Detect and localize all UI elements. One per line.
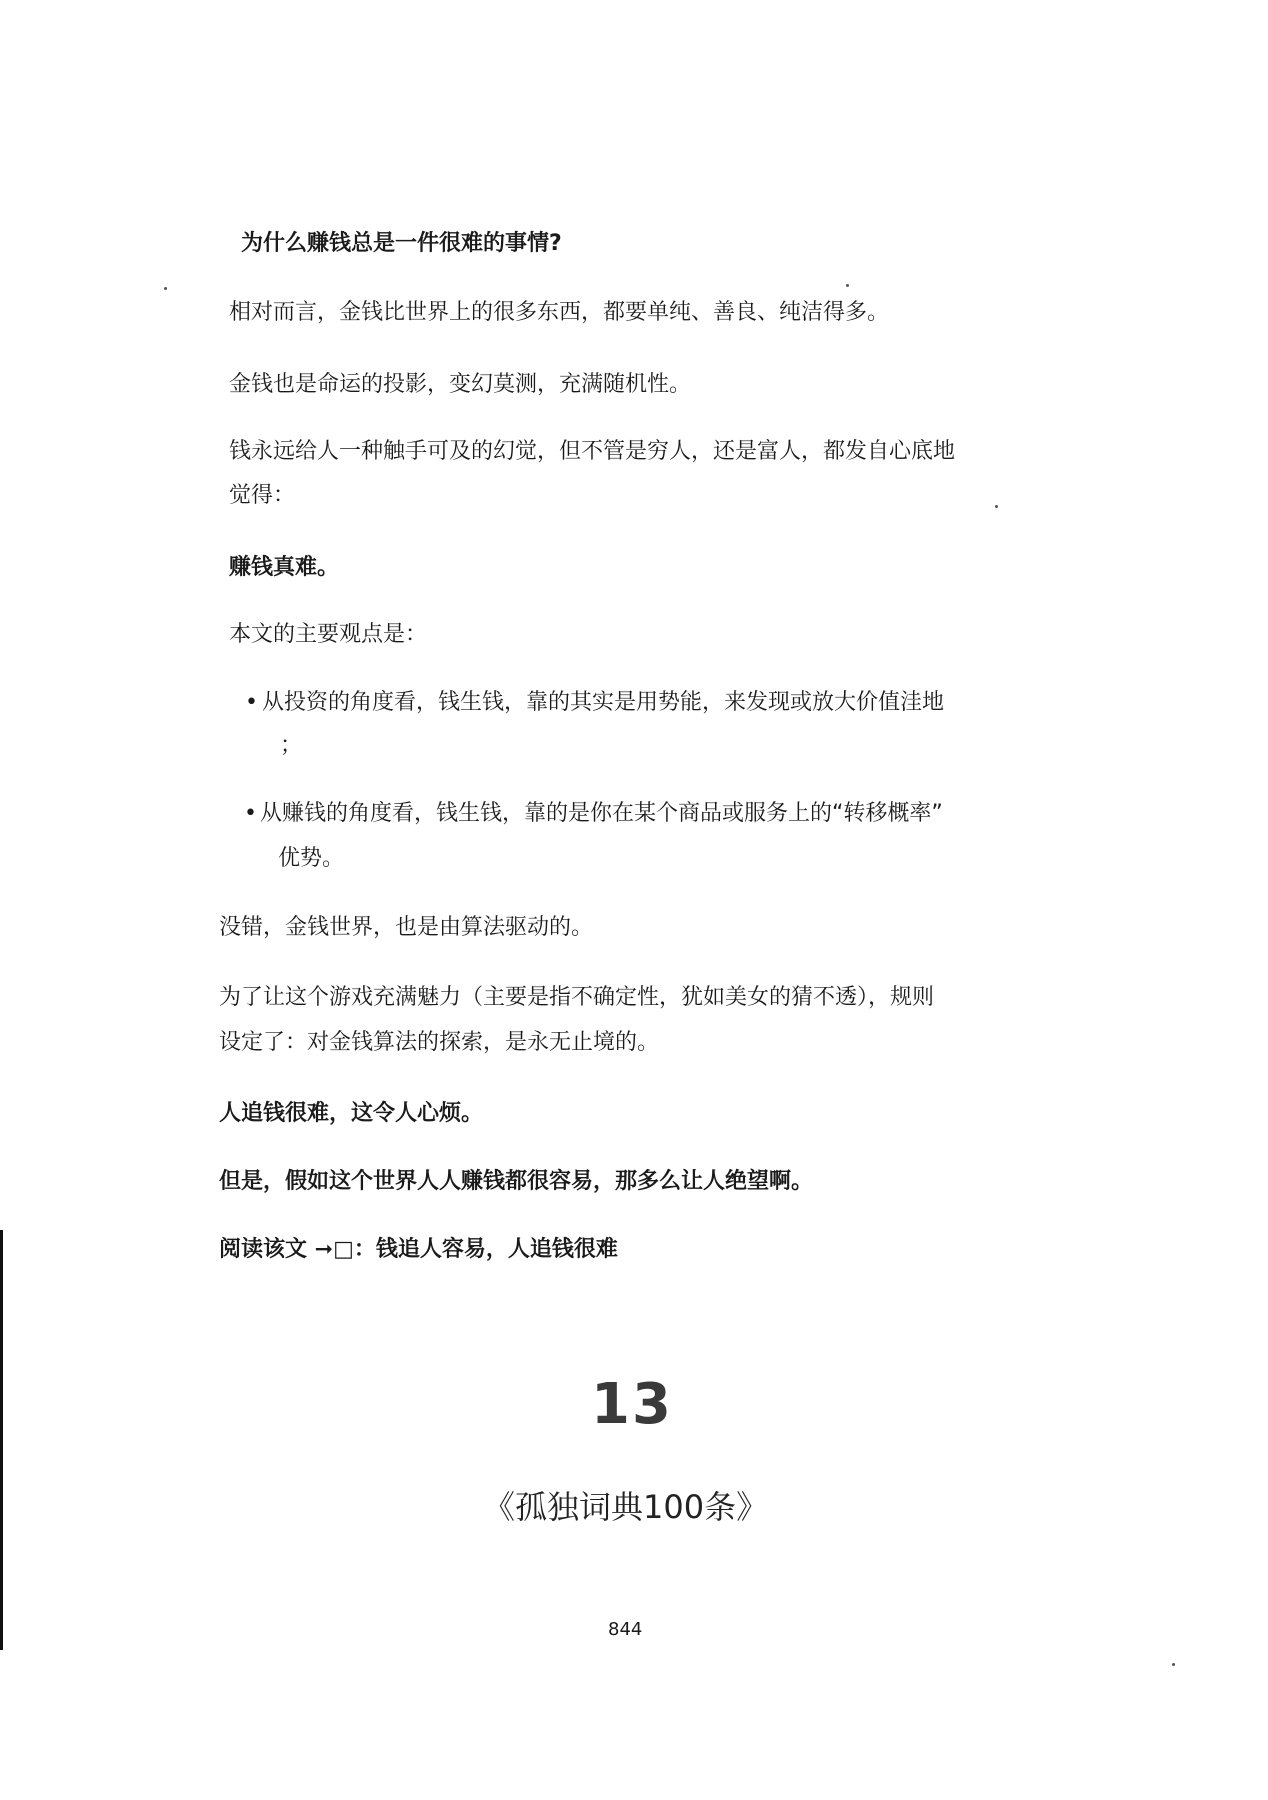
bullet-marker: • [245, 690, 258, 715]
paragraph-7-line-2: 设定了：对金钱算法的探索，是永无止境的。 [219, 1030, 660, 1055]
book-title: 《孤独词典100条》 [483, 1488, 769, 1526]
paragraph-4-emphasis: 赚钱真难。 [229, 554, 340, 580]
page-number: 844 [608, 1619, 643, 1640]
bullet-text-line-2: 优势。 [278, 846, 345, 871]
paragraph-3-line-2: 觉得： [229, 483, 296, 508]
bullet-marker: • [244, 801, 257, 826]
paragraph-8-emphasis: 人追钱很难，这令人心烦。 [219, 1101, 484, 1126]
scan-speck [1172, 1663, 1175, 1666]
paragraph-5: 本文的主要观点是： [229, 622, 428, 647]
paragraph-7-line-1: 为了让这个游戏充满魅力（主要是指不确定性，犹如美女的猜不透），规则 [219, 985, 935, 1010]
bullet-text-line-2: ； [280, 733, 303, 758]
scan-speck [995, 505, 998, 508]
paragraph-9-emphasis: 但是，假如这个世界人人赚钱都很容易，那多么让人绝望啊。 [219, 1169, 814, 1194]
read-more-link[interactable]: 阅读该文 ➞□：钱追人容易，人追钱很难 [219, 1237, 618, 1262]
scan-edge-left [0, 1230, 3, 1650]
paragraph-6: 没错，金钱世界，也是由算法驱动的。 [219, 915, 594, 940]
paragraph-1: 相对而言，金钱比世界上的很多东西，都要单纯、善良、纯洁得多。 [229, 300, 890, 325]
bullet-text-line-1: 从赚钱的角度看，钱生钱，靠的是你在某个商品或服务上的“转移概率” [260, 801, 943, 826]
scan-speck [164, 287, 167, 290]
paragraph-3-line-1: 钱永远给人一种触手可及的幻觉，但不管是穷人，还是富人，都发自心底地 [229, 439, 956, 464]
bullet-text-line-1: 从投资的角度看，钱生钱，靠的其实是用势能，来发现或放大价值洼地 [262, 690, 945, 715]
scan-speck [846, 284, 849, 287]
paragraph-2: 金钱也是命运的投影，变幻莫测，充满随机性。 [229, 372, 692, 397]
article-heading: 为什么赚钱总是一件很难的事情? [241, 231, 562, 256]
section-number: 13 [591, 1372, 673, 1437]
